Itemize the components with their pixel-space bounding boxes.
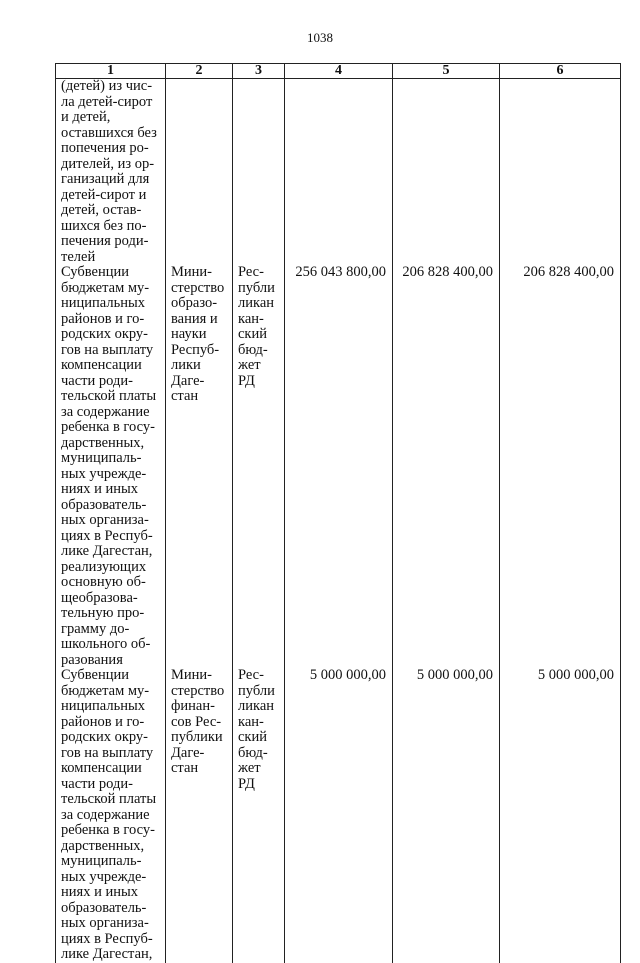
cell-text-line: дарственных,: [61, 837, 145, 854]
cell-text-line: науки: [171, 326, 207, 342]
cell-text-line: стан: [171, 388, 199, 404]
cell-text-line: кан-: [238, 310, 264, 327]
cell-text-line: бюджетам му-: [61, 682, 150, 699]
row-budget: [233, 668, 285, 963]
cell-text-line: публи: [238, 682, 275, 699]
header-col-2: 2: [166, 64, 233, 79]
cell-text-line: бюджетам му-: [61, 279, 150, 296]
cell-text-line: вания и: [171, 310, 218, 327]
header-col-6: 6: [500, 64, 621, 79]
cell-text-line: части роди-: [61, 372, 133, 389]
cell-text-line: финан-: [171, 698, 215, 714]
header-col-5: 5: [393, 64, 500, 79]
cell-text-line: Рес-: [238, 264, 264, 280]
cell-text-line: ребенка в госу-: [61, 419, 155, 435]
cell-text-line: (детей) из чис-: [61, 78, 153, 94]
row-amount-col6: 206 828 400,00: [500, 265, 621, 668]
cell-text-line: ла детей-сирот: [61, 93, 153, 110]
cell-text-line: шихся без по-: [61, 217, 147, 234]
row-amount-col5: 5 000 000,00: [393, 668, 500, 963]
cell-text-line: ский: [238, 729, 267, 745]
cell-text-line: Респуб-: [171, 341, 220, 358]
header-col-3: 3: [233, 64, 285, 79]
cell-text-line: компенсации: [61, 760, 142, 776]
cell-text-line: образователь-: [61, 496, 147, 513]
cell-text-line: оставшихся без: [61, 124, 157, 141]
table-row: [56, 668, 621, 963]
cell-text-line: ребенка в госу-: [61, 822, 155, 838]
cell-text-line: печения роди-: [61, 233, 149, 249]
row-ministry: [166, 668, 233, 963]
row-amount-col5: [393, 79, 500, 266]
cell-text-line: за содержание: [61, 806, 150, 823]
row-amount-col6: 5 000 000,00: [500, 668, 621, 963]
cell-text-line: ниях и иных: [61, 884, 138, 900]
cell-text-line: ниях и иных: [61, 481, 138, 497]
cell-text-line: Мини-: [171, 667, 213, 683]
cell-text-line: детей, остав-: [61, 202, 142, 218]
cell-text-line: родских окру-: [61, 326, 149, 342]
header-col-1: 1: [56, 64, 166, 79]
budget-table: [55, 63, 621, 963]
page-number: 1038: [307, 30, 333, 45]
cell-text-line: реализующих: [61, 558, 147, 575]
cell-text-line: ликан: [238, 295, 275, 311]
cell-text-line: телей: [61, 248, 96, 265]
cell-text-line: ниципальных: [61, 295, 145, 311]
cell-text-line: Рес-: [238, 667, 264, 683]
cell-text-line: жет: [238, 760, 261, 776]
row-description: [56, 79, 166, 266]
cell-text-line: ных учрежде-: [61, 868, 147, 885]
cell-text-line: бюд-: [238, 744, 268, 761]
row-amount-col4: [285, 79, 393, 266]
cell-text-line: тельную про-: [61, 605, 145, 621]
cell-text-line: гов на выплату: [61, 744, 154, 761]
cell-text-line: Субвенции: [61, 264, 129, 280]
cell-text-line: компенсации: [61, 357, 142, 373]
cell-text-line: районов и го-: [61, 713, 145, 730]
row-description: [56, 265, 166, 668]
cell-text-line: ский: [238, 326, 267, 342]
cell-text-line: образо-: [171, 295, 218, 311]
cell-text-line: публики: [171, 729, 223, 745]
row-description: [56, 668, 166, 963]
cell-text-line: грамму до-: [61, 620, 130, 637]
cell-text-line: муниципаль-: [61, 853, 142, 869]
cell-text-line: кан-: [238, 713, 264, 730]
cell-text-line: разования: [61, 651, 123, 668]
cell-text-line: циях в Респуб-: [61, 527, 153, 544]
cell-text-line: образователь-: [61, 899, 147, 916]
cell-text-line: Субвенции: [61, 667, 129, 683]
cell-text-line: за содержание: [61, 403, 150, 420]
header-row: [56, 64, 621, 79]
row-amount-col6: [500, 79, 621, 266]
cell-text-line: гов на выплату: [61, 341, 154, 358]
cell-text-line: жет: [238, 357, 261, 373]
cell-text-line: дарственных,: [61, 434, 145, 451]
row-budget: [233, 79, 285, 266]
cell-text-line: Даге-: [171, 744, 205, 761]
cell-text-line: родских окру-: [61, 729, 149, 745]
cell-text-line: Даге-: [171, 372, 205, 389]
cell-text-line: РД: [238, 775, 255, 792]
cell-text-line: ных учрежде-: [61, 465, 147, 482]
header-col-4: 4: [285, 64, 393, 79]
table-row: [56, 265, 621, 668]
cell-text-line: стерство: [171, 279, 225, 296]
row-amount-col5: 206 828 400,00: [393, 265, 500, 668]
cell-text-line: дителей, из ор-: [61, 155, 155, 172]
row-amount-col4: 256 043 800,00: [285, 265, 393, 668]
row-budget: [233, 265, 285, 668]
cell-text-line: публи: [238, 279, 275, 296]
cell-text-line: лике Дагестан,: [61, 946, 153, 962]
cell-text-line: детей-сирот и: [61, 186, 147, 203]
cell-text-line: районов и го-: [61, 310, 145, 327]
cell-text-line: и детей,: [61, 109, 111, 125]
cell-text-line: основную об-: [61, 574, 146, 590]
cell-text-line: РД: [238, 372, 255, 389]
cell-text-line: тельской платы: [61, 388, 157, 404]
cell-text-line: ниципальных: [61, 698, 145, 714]
row-ministry: [166, 265, 233, 668]
row-ministry: [166, 79, 233, 266]
row-amount-col4: 5 000 000,00: [285, 668, 393, 963]
cell-text-line: лики: [171, 357, 201, 373]
cell-text-line: щеобразова-: [61, 589, 138, 606]
cell-text-line: школьного об-: [61, 636, 151, 652]
cell-text-line: бюд-: [238, 341, 268, 358]
cell-text-line: стерство: [171, 682, 225, 699]
cell-text-line: ганизаций для: [61, 171, 150, 187]
cell-text-line: сов Рес-: [171, 713, 222, 730]
cell-text-line: ных организа-: [61, 915, 149, 931]
cell-text-line: циях в Респуб-: [61, 930, 153, 947]
table-row: [56, 79, 621, 266]
cell-text-line: части роди-: [61, 775, 133, 792]
cell-text-line: муниципаль-: [61, 450, 142, 466]
cell-text-line: лике Дагестан,: [61, 543, 153, 559]
cell-text-line: ных организа-: [61, 512, 149, 528]
cell-text-line: ликан: [238, 698, 275, 714]
cell-text-line: тельской платы: [61, 791, 157, 807]
cell-text-line: попечения ро-: [61, 140, 149, 156]
cell-text-line: стан: [171, 760, 199, 776]
cell-text-line: Мини-: [171, 264, 213, 280]
